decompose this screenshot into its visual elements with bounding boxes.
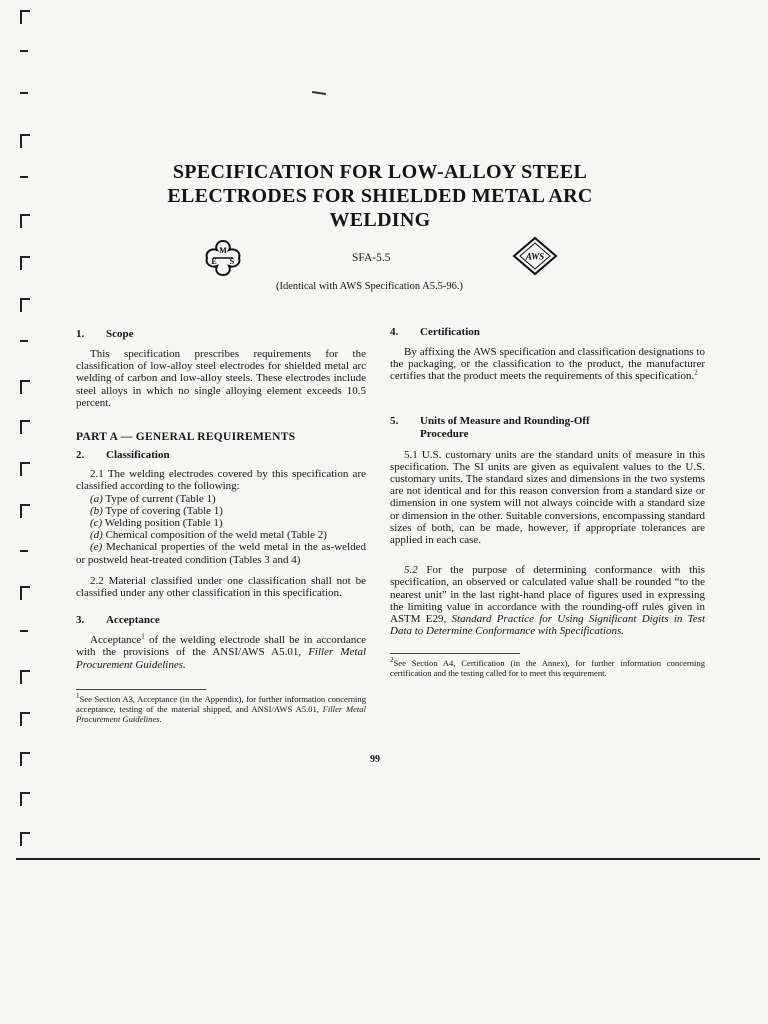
para-text: Acceptance bbox=[90, 634, 142, 647]
part-a-heading: PART A — GENERAL REQUIREMENTS bbox=[76, 431, 296, 444]
scan-mark bbox=[20, 792, 30, 794]
scan-mark bbox=[20, 462, 30, 464]
footnote-italic: Filler Metal Procurement Guidelines. bbox=[76, 703, 366, 724]
list-text: Chemical composition of the weld metal (Table 2) bbox=[105, 529, 327, 542]
list-label: (e) bbox=[90, 541, 103, 554]
list-item bbox=[76, 529, 366, 541]
scan-mark bbox=[20, 586, 30, 588]
list-item bbox=[76, 517, 366, 529]
section-heading-classification bbox=[76, 449, 366, 462]
list-label: (b) bbox=[90, 504, 103, 517]
document-title bbox=[120, 160, 640, 232]
scan-stray-mark bbox=[312, 91, 326, 95]
logo-letter: S bbox=[229, 257, 235, 266]
scope-text: This specification prescribes requirements for the classification of low-alloy steel electrodes for shielded metal arc welding of carbon and low-alloy steels. These electrodes include steel alloys in which no single alloying element exceeds 10.5 percent. bbox=[76, 348, 366, 409]
title-line: WELDING bbox=[329, 209, 431, 231]
page-number: 99 bbox=[370, 754, 380, 765]
scan-mark bbox=[20, 752, 30, 754]
scan-mark bbox=[20, 298, 30, 300]
list-text: Type of covering (Table 1) bbox=[105, 504, 223, 517]
section-title: Classification bbox=[106, 449, 170, 462]
section-title: Scope bbox=[106, 328, 134, 340]
section-heading-units-line-2: Procedure bbox=[420, 427, 469, 440]
footnote-rule bbox=[76, 689, 206, 690]
section-number: 1. bbox=[76, 328, 85, 340]
certification-text bbox=[390, 346, 705, 383]
footnote-1 bbox=[76, 694, 366, 724]
section-title: Certification bbox=[420, 326, 480, 338]
footnote-text: See Section A3, Acceptance (in the Appendix), for further information concerning acceptance, testing of the material shipped, and ANSI/AWS A5.01, bbox=[76, 693, 366, 714]
title-line: ELECTRODES FOR SHIELDED METAL ARC bbox=[167, 185, 593, 207]
list-text: Type of current (Table 1) bbox=[105, 492, 216, 505]
classification-para-2 bbox=[76, 575, 366, 599]
list-label: (d) bbox=[90, 529, 103, 542]
scan-mark bbox=[20, 380, 30, 382]
para-text: The welding electrodes covered by this specification are classified according to the following: bbox=[76, 468, 366, 493]
right-column bbox=[390, 326, 705, 678]
logo-letters: AWS bbox=[525, 251, 545, 262]
scan-mark bbox=[20, 340, 28, 342]
section-heading-scope bbox=[76, 328, 366, 341]
footnote-ref[interactable]: 1 bbox=[141, 632, 145, 641]
scan-mark bbox=[20, 256, 30, 258]
section-title: Units of Measure and Rounding-Off bbox=[420, 414, 590, 427]
asme-seal-icon bbox=[196, 238, 250, 278]
footnote-text: See Section A4, Certification (in the Annex), for further information concerning certification and the testing called for to meet this requirement. bbox=[390, 658, 705, 679]
scan-mark bbox=[20, 832, 30, 834]
footnote-rule bbox=[390, 653, 520, 654]
scan-mark bbox=[20, 630, 28, 632]
para-number: 2.1 bbox=[90, 468, 104, 481]
footnote-ref[interactable]: 2 bbox=[694, 368, 698, 377]
list-label: (a) bbox=[90, 492, 103, 505]
para-text: By affixing the AWS specification and classification designations to the packaging, or the classification to the product, the manufacturer certifies that the product meets the requirements of this specification. bbox=[390, 346, 705, 383]
scan-mark bbox=[20, 670, 30, 672]
para-text: of the welding electrode shall be in accordance with the provisions of the ANSI/AWS A5.01, bbox=[76, 634, 366, 659]
section-heading-acceptance bbox=[76, 614, 366, 627]
section-heading-units bbox=[390, 415, 705, 428]
list-label: (c) bbox=[90, 517, 103, 530]
section-number: 5. bbox=[390, 414, 399, 427]
list-item bbox=[76, 493, 366, 505]
para-number: 5.1 bbox=[404, 448, 418, 461]
logo-letter: E bbox=[211, 257, 217, 266]
list-item bbox=[76, 541, 366, 565]
units-para-2 bbox=[390, 564, 705, 637]
para-text: U.S. customary units are the standard units of measure in this specification. The SI units are given as equivalent values to the U.S. customary units. The standard sizes and dimensions in the two systems are not identical and for this reason conversion from a standard size or dimension in one system will not always coincide with a standard size or dimension in the other. Suitable conversions, encompassing standard sizes of both, can be made, however, if appropriate tolerances are applied in each case. bbox=[390, 448, 705, 547]
left-column bbox=[76, 328, 366, 724]
footnote-2 bbox=[390, 658, 705, 678]
title-line: SPECIFICATION FOR LOW-ALLOY STEEL bbox=[172, 161, 588, 183]
footnote-mark: 2 bbox=[390, 656, 394, 665]
scan-margin-marks bbox=[14, 0, 42, 880]
scan-mark bbox=[20, 420, 30, 422]
scan-mark bbox=[20, 214, 30, 216]
scan-mark bbox=[20, 550, 28, 552]
aws-diamond-icon bbox=[512, 236, 558, 276]
section-number: 2. bbox=[76, 449, 85, 462]
para-number: 2.2 bbox=[90, 574, 104, 587]
logo-letter: M bbox=[219, 246, 227, 255]
scan-mark bbox=[20, 50, 28, 52]
designation-label: SFA-5.5 bbox=[352, 252, 391, 264]
scan-mark bbox=[20, 134, 30, 136]
section-number: 4. bbox=[390, 326, 399, 338]
classification-para-1 bbox=[76, 468, 366, 492]
list-text: Mechanical properties of the weld metal in the as-welded or postweld heat-treated condition (Tables 3 and 4) bbox=[76, 541, 367, 566]
scan-mark bbox=[20, 92, 28, 94]
para-italic: Standard Practice for Using Significant Digits in Test Data to Determine Conformance with Specifications. bbox=[390, 613, 706, 638]
acceptance-text bbox=[76, 634, 366, 671]
section-heading-certification bbox=[390, 326, 705, 339]
para-number: 5.2 bbox=[404, 564, 418, 577]
section-title: Acceptance bbox=[106, 614, 160, 627]
units-para-1 bbox=[390, 449, 705, 547]
scan-mark bbox=[20, 10, 30, 12]
footnote-mark: 1 bbox=[76, 692, 80, 700]
scan-bottom-rule bbox=[16, 858, 760, 860]
list-item bbox=[76, 505, 366, 517]
scan-mark bbox=[20, 504, 30, 506]
para-text: Material classified under one classification shall not be classified under any other classification in this specification. bbox=[76, 574, 367, 600]
scan-mark bbox=[20, 176, 28, 178]
scan-mark bbox=[20, 712, 30, 714]
para-italic: Filler Metal Procurement Guidelines. bbox=[76, 646, 366, 671]
identical-note: (Identical with AWS Specification A5.5-96.) bbox=[276, 281, 463, 292]
list-text: Welding position (Table 1) bbox=[104, 517, 223, 530]
para-text: For the purpose of determining conformance with this specification, an observed or calculated value shall be rounded “to the nearest unit” in the last right-hand place of figures used in expressing the limiting value in accordance with the rounding-off rules given in ASTM E29, bbox=[390, 564, 706, 626]
section-number: 3. bbox=[76, 614, 85, 627]
